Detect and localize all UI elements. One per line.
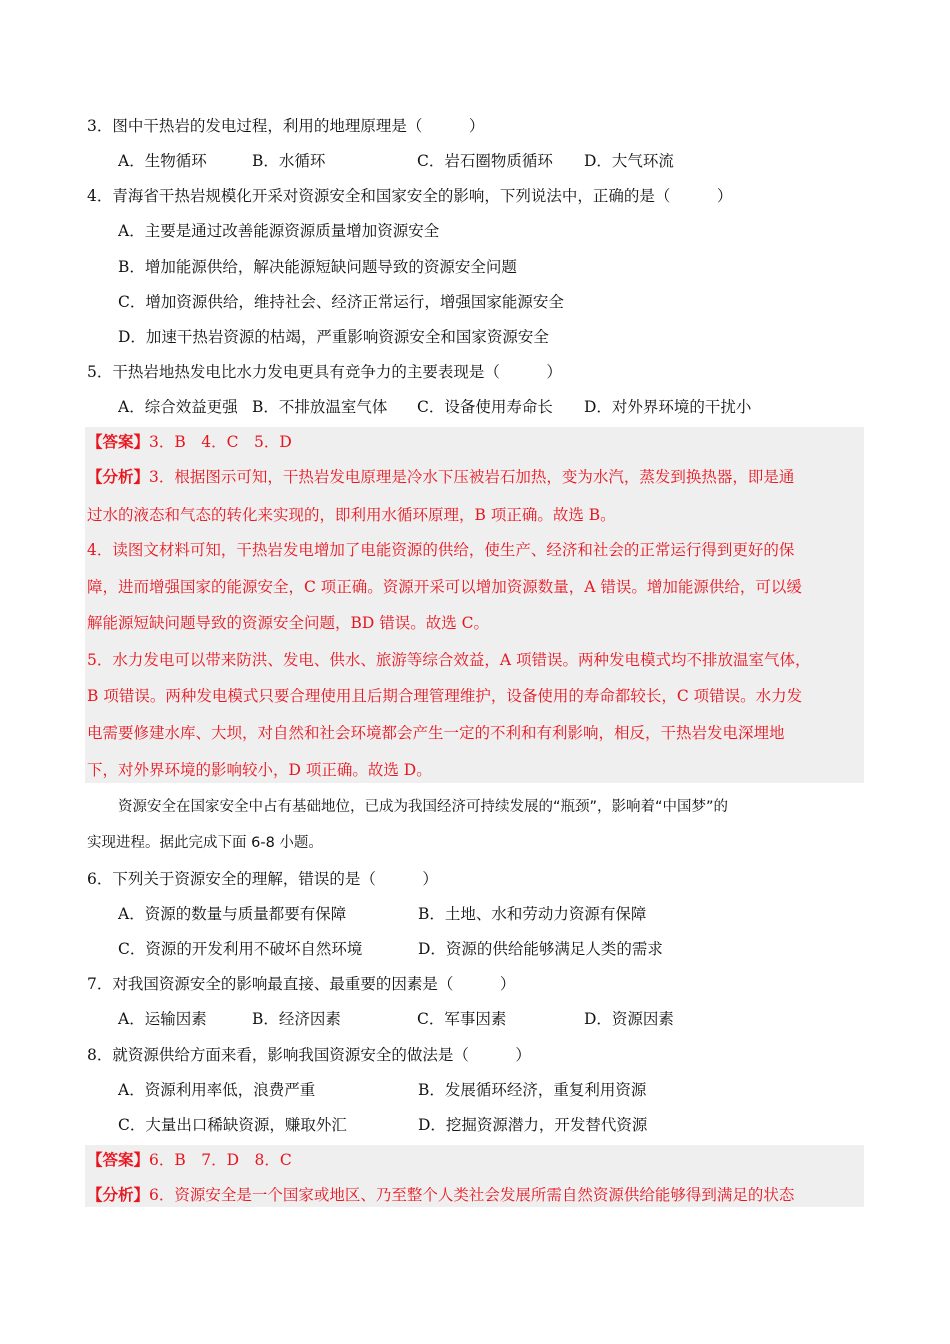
q4-option-b: B．增加能源供给，解决能源短缺问题导致的资源安全问题 (118, 258, 517, 276)
answer-1 (87, 432, 292, 452)
q5-option-b: B．不排放温室气体 (252, 398, 388, 416)
passage-line-1: 资源安全在国家安全中占有基础地位，已成为我国经济可持续发展的“瓶颈”，影响着“中国梦”的 (118, 799, 729, 815)
q3-option-a: A．生物循环 (118, 152, 207, 170)
q4-option-d: D．加速干热岩资源的枯竭，严重影响资源安全和国家资源安全 (118, 328, 549, 346)
analysis-1-line-2: 过水的液态和气态的转化来实现的，即利用水循环原理，B 项正确。故选 B。 (87, 506, 616, 524)
q8-stem: 8．就资源供给方面来看，影响我国资源安全的做法是（ ） (87, 1046, 531, 1064)
answer-tag: 【答案】 (87, 1150, 150, 1169)
answer-tag: 【答案】 (87, 432, 150, 451)
q4-option-c: C．增加资源供给，维持社会、经济正常运行，增强国家能源安全 (118, 293, 564, 311)
q5-option-c: C．设备使用寿命长 (417, 398, 553, 416)
q4-stem: 4．青海省干热岩规模化开采对资源安全和国家安全的影响，下列说法中，正确的是（ ） (87, 187, 733, 205)
q5-stem: 5．干热岩地热发电比水力发电更具有竞争力的主要表现是（ ） (87, 363, 562, 381)
q5-option-d: D．对外界环境的干扰小 (584, 398, 752, 416)
analysis-1-line-5: 解能源短缺问题导致的资源安全问题，BD 错误。故选 C。 (87, 614, 490, 632)
analysis-1-line-9: 下，对外界环境的影响较小，D 项正确。故选 D。 (87, 761, 432, 779)
q6-option-b: B．土地、水和劳动力资源有保障 (418, 905, 647, 923)
analysis-1-line-7: B 项错误。两种发电模式只要合理使用且后期合理管理维护，设备使用的寿命都较长，C 项错误。水力发 (87, 687, 803, 705)
answer-text: 3．B 4．C 5．D (149, 433, 292, 451)
q8-option-b: B．发展循环经济，重复利用资源 (418, 1081, 647, 1099)
q3-option-d: D．大气环流 (584, 152, 674, 170)
q7-option-b: B．经济因素 (252, 1010, 341, 1028)
q6-stem: 6．下列关于资源安全的理解，错误的是（ ） (87, 870, 438, 888)
q7-option-c: C．军事因素 (417, 1010, 507, 1028)
answer-2 (87, 1150, 292, 1170)
analysis-2-line-1 (87, 1185, 794, 1205)
q8-option-a: A．资源利用率低，浪费严重 (118, 1081, 316, 1099)
q3-option-b: B．水循环 (252, 152, 326, 170)
passage-line-2: 实现进程。据此完成下面 6-8 小题。 (87, 835, 323, 851)
analysis-text: 3．根据图示可知，干热岩发电原理是冷水下压被岩石加热，变为水汽，蒸发到换热器，即是通 (149, 468, 795, 486)
q7-stem: 7．对我国资源安全的影响最直接、最重要的因素是（ ） (87, 975, 516, 993)
analysis-1-line-1 (87, 467, 794, 487)
q3-option-c: C．岩石圈物质循环 (417, 152, 553, 170)
analysis-tag: 【分析】 (87, 467, 150, 486)
analysis-text: 6．资源安全是一个国家或地区、乃至整个人类社会发展所需自然资源供给能够得到满足的状态 (149, 1186, 795, 1204)
q6-option-d: D．资源的供给能够满足人类的需求 (418, 940, 663, 958)
q8-option-d: D．挖掘资源潜力，开发替代资源 (418, 1116, 648, 1134)
q8-option-c: C．大量出口稀缺资源，赚取外汇 (118, 1116, 347, 1134)
analysis-1-line-4: 障，进而增强国家的能源安全，C 项正确。资源开采可以增加资源数量，A 错误。增加能源供给，可以缓 (87, 578, 802, 596)
analysis-1-line-8: 电需要修建水库、大坝，对自然和社会环境都会产生一定的不利和有利影响，相反，干热岩发电深埋地 (87, 724, 785, 742)
analysis-tag: 【分析】 (87, 1185, 150, 1204)
q6-option-c: C．资源的开发利用不破坏自然环境 (118, 940, 363, 958)
q4-option-a: A．主要是通过改善能源资源质量增加资源安全 (118, 222, 440, 240)
q7-option-d: D．资源因素 (584, 1010, 674, 1028)
q5-option-a: A．综合效益更强 (118, 398, 238, 416)
answer-text: 6．B 7．D 8．C (149, 1151, 292, 1169)
q3-stem: 3．图中干热岩的发电过程，利用的地理原理是（ ） (87, 117, 485, 135)
q7-option-a: A．运输因素 (118, 1010, 207, 1028)
q6-option-a: A．资源的数量与质量都要有保障 (118, 905, 347, 923)
analysis-1-line-6: 5．水力发电可以带来防洪、发电、供水、旅游等综合效益，A 项错误。两种发电模式均不排放温室气体， (87, 651, 811, 669)
analysis-1-line-3: 4．读图文材料可知，干热岩发电增加了电能资源的供给，使生产、经济和社会的正常运行得到更好的保 (87, 541, 795, 559)
